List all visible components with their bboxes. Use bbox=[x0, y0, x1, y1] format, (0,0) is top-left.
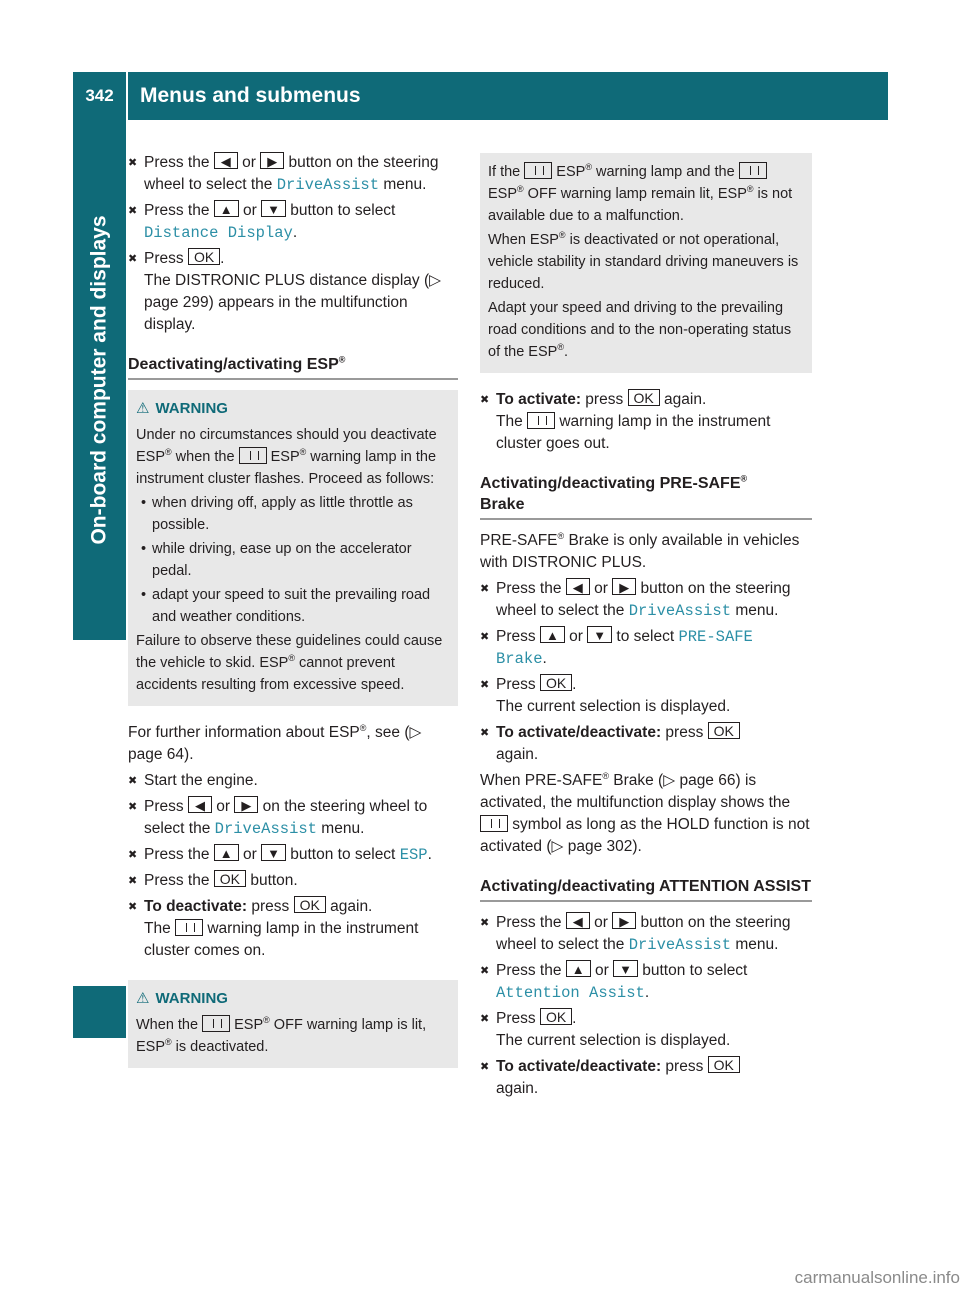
up-arrow-key-icon: ▲ bbox=[566, 960, 591, 977]
warning-triangle-icon: ⚠ bbox=[136, 990, 150, 1007]
down-arrow-key-icon: ▼ bbox=[261, 200, 286, 217]
up-arrow-key-icon: ▲ bbox=[540, 626, 565, 643]
presafe-brake-symbol-icon bbox=[480, 815, 508, 832]
ok-key-icon: OK bbox=[540, 674, 572, 691]
left-arrow-key-icon: ◀ bbox=[188, 796, 212, 813]
warning-box: ⚠ WARNING When the ESP® OFF warning lamp is lit, ESP® is deactivated. bbox=[128, 980, 458, 1068]
step: ✖ Press ◀ or ▶ on the steering wheel to select the DriveAssist menu. bbox=[128, 796, 458, 840]
list-item: • adapt your speed to suit the prevailing road and weather conditions. bbox=[136, 584, 450, 628]
down-arrow-key-icon: ▼ bbox=[613, 960, 638, 977]
left-column bbox=[128, 152, 458, 1084]
right-arrow-key-icon: ▶ bbox=[612, 578, 636, 595]
ok-key-icon: OK bbox=[188, 248, 220, 265]
down-arrow-key-icon: ▼ bbox=[261, 844, 286, 861]
esp-off-lamp-icon bbox=[527, 412, 555, 429]
chapter-side-tab bbox=[73, 120, 126, 640]
esp-warning-lamp-icon bbox=[239, 447, 267, 464]
section-heading: Activating/deactivating ATTENTION ASSIST bbox=[480, 876, 812, 902]
step: ✖ Press the ▲ or ▼ button to select Distance Display. bbox=[128, 200, 458, 244]
menu-item-name: PRE-SAFE Brake bbox=[496, 628, 753, 668]
paragraph: For further information about ESP®, see (▷ page 64). bbox=[128, 722, 422, 763]
section-heading: Deactivating/activating ESP® bbox=[128, 354, 458, 380]
step: ✖ Press the ◀ or ▶ button on the steering wheel to select the DriveAssist menu. bbox=[480, 578, 812, 622]
step: ✖ To activate: press OK again. The warning lamp in the instrument cluster goes out. bbox=[480, 389, 812, 455]
esp-off-lamp-icon bbox=[175, 919, 203, 936]
step: ✖ Press the ▲ or ▼ button to select ESP. bbox=[128, 844, 458, 866]
up-arrow-key-icon: ▲ bbox=[214, 200, 239, 217]
ok-key-icon: OK bbox=[708, 722, 740, 739]
paragraph: When PRE-SAFE® Brake (▷ page 66) is activated, the multifunction display shows the symbol as long as the HOLD function is not activated (▷ page 302). bbox=[480, 770, 810, 855]
step: ✖ Press OK . The current selection is displayed. bbox=[480, 674, 812, 718]
step: ✖ Press the ◀ or ▶ button on the steering wheel to select the DriveAssist menu. bbox=[480, 912, 812, 956]
list-item: • when driving off, apply as little throttle as possible. bbox=[136, 492, 450, 536]
step: ✖ Press ▲ or ▼ to select PRE-SAFE Brake. bbox=[480, 626, 812, 670]
menu-item-name: Distance Display bbox=[144, 224, 293, 242]
warning-triangle-icon: ⚠ bbox=[136, 400, 150, 417]
left-arrow-key-icon: ◀ bbox=[214, 152, 238, 169]
step: ✖ Press OK . The DISTRONIC PLUS distance display (▷ page 299) appears in the multifunction display. bbox=[128, 248, 458, 336]
section-heading: Activating/deactivating PRE-SAFE® Brake bbox=[480, 473, 812, 520]
step: ✖ Start the engine. bbox=[128, 770, 458, 792]
step: ✖ Press the ◀ or ▶ button on the steering wheel to select the DriveAssist menu. bbox=[128, 152, 458, 196]
info-box: If the ESP® warning lamp and the ESP® OFF warning lamp remain lit, ESP® is not available due to a malfunction. When ESP® is deactivated or not operational, vehicle stability in standard driving maneuvers is reduced. Adapt your speed and driving to the prevailing road conditions and to the non-operating status of the ESP®. bbox=[480, 153, 812, 373]
page-number: 342 bbox=[73, 72, 128, 120]
ok-key-icon: OK bbox=[294, 896, 326, 913]
up-arrow-key-icon: ▲ bbox=[214, 844, 239, 861]
right-arrow-key-icon: ▶ bbox=[612, 912, 636, 929]
left-arrow-key-icon: ◀ bbox=[566, 578, 590, 595]
page-title: Menus and submenus bbox=[140, 84, 361, 107]
menu-item-name: Attention Assist bbox=[496, 984, 645, 1002]
right-arrow-key-icon: ▶ bbox=[234, 796, 258, 813]
ok-key-icon: OK bbox=[628, 389, 660, 406]
menu-name: DriveAssist bbox=[628, 602, 732, 620]
step: ✖ Press the ▲ or ▼ button to select Attention Assist. bbox=[480, 960, 812, 1004]
step: ✖ To activate/deactivate: press OK again. bbox=[480, 1056, 812, 1100]
watermark: carmanualsonline.info bbox=[794, 1268, 960, 1287]
step: ✖ Press the OK button. bbox=[128, 870, 458, 892]
list-item: • while driving, ease up on the accelerator pedal. bbox=[136, 538, 450, 582]
step: ✖ To activate/deactivate: press OK again. bbox=[480, 722, 812, 766]
chapter-marker bbox=[73, 986, 126, 1038]
menu-name: DriveAssist bbox=[276, 176, 380, 194]
page-header bbox=[73, 72, 888, 120]
left-arrow-key-icon: ◀ bbox=[566, 912, 590, 929]
step: ✖ Press OK . The current selection is displayed. bbox=[480, 1008, 812, 1052]
warning-box: ⚠ WARNING Under no circumstances should you deactivate ESP® when the ESP® warning lamp in the instrument cluster flashes. Proceed as follows: • when driving off, apply as little throttle as possible. • while driving, ease up on the accelerator pedal. • adapt your speed to suit the prevailing road and weather conditions. Failure to observe these guidelines could cause the vehicle to skid. ESP® cannot prevent accidents resulting from excessive speed. bbox=[128, 390, 458, 706]
ok-key-icon: OK bbox=[540, 1008, 572, 1025]
ok-key-icon: OK bbox=[708, 1056, 740, 1073]
right-arrow-key-icon: ▶ bbox=[260, 152, 284, 169]
esp-off-lamp-icon bbox=[739, 162, 767, 179]
esp-warning-lamp-icon bbox=[524, 162, 552, 179]
right-column bbox=[480, 153, 812, 1104]
down-arrow-key-icon: ▼ bbox=[587, 626, 612, 643]
esp-off-lamp-icon bbox=[202, 1015, 230, 1032]
chapter-title: On-board computer and displays bbox=[87, 215, 111, 545]
menu-name: DriveAssist bbox=[628, 936, 732, 954]
page-ref-arrow-icon: ▷ bbox=[429, 272, 442, 289]
menu-item-name: ESP bbox=[399, 846, 428, 864]
ok-key-icon: OK bbox=[214, 870, 246, 887]
step: ✖ To deactivate: press OK again. The warning lamp in the instrument cluster comes on. bbox=[128, 896, 458, 962]
menu-name: DriveAssist bbox=[214, 820, 317, 838]
paragraph: PRE-SAFE® Brake is only available in vehicles with DISTRONIC PLUS. bbox=[480, 530, 800, 571]
